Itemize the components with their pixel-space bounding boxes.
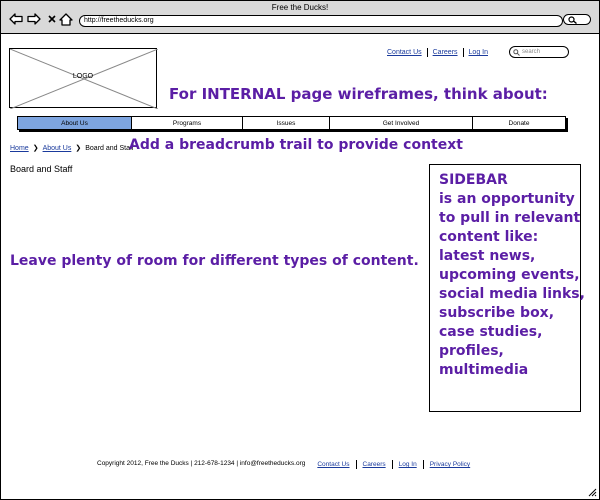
nav-item-issues[interactable]: Issues bbox=[243, 117, 330, 129]
footer-careers-link[interactable]: Careers bbox=[357, 460, 393, 469]
log-in-link[interactable]: Log In bbox=[468, 49, 488, 56]
contact-us-link[interactable]: Contact Us bbox=[387, 48, 428, 57]
nav-item-get-involved[interactable]: Get Involved bbox=[330, 117, 473, 129]
sidebar-line: profiles, bbox=[439, 343, 504, 359]
chevron-right-icon: ❯ bbox=[75, 145, 82, 152]
sidebar-line: subscribe box, bbox=[439, 305, 555, 321]
nav-item-about-us[interactable]: About Us bbox=[18, 117, 132, 129]
careers-link[interactable]: Careers bbox=[428, 48, 464, 57]
footer-privacy-policy-link[interactable]: Privacy Policy bbox=[429, 461, 471, 468]
sidebar-line: multimedia bbox=[439, 362, 529, 378]
annotation-internal-wireframes: For INTERNAL page wireframes, think about: bbox=[169, 85, 548, 103]
browser-titlebar bbox=[1, 1, 599, 34]
close-x-icon[interactable] bbox=[45, 12, 59, 26]
breadcrumb bbox=[10, 144, 134, 152]
browser-search-button[interactable] bbox=[563, 14, 591, 25]
breadcrumb-about-us-link[interactable]: About Us bbox=[42, 144, 72, 152]
main-navigation bbox=[17, 116, 566, 130]
sidebar-heading: SIDEBAR bbox=[439, 172, 508, 188]
resize-grip-icon[interactable] bbox=[587, 487, 597, 497]
search-placeholder: search bbox=[522, 49, 541, 55]
url-bar[interactable]: http://freetheducks.org bbox=[79, 15, 563, 27]
page-content bbox=[1, 34, 599, 499]
footer-log-in-link[interactable]: Log In bbox=[393, 460, 424, 469]
sidebar-line: latest news, bbox=[439, 248, 536, 264]
sidebar-line: content like: bbox=[439, 229, 539, 245]
logo-label: LOGO bbox=[72, 73, 94, 80]
footer-contact-us-link[interactable]: Contact Us bbox=[311, 460, 356, 469]
site-search-input[interactable] bbox=[509, 46, 569, 58]
sidebar-line: upcoming events, bbox=[439, 267, 580, 283]
chevron-right-icon: ❯ bbox=[32, 145, 39, 152]
annotation-content-area: Leave plenty of room for different types of content. bbox=[10, 253, 419, 269]
search-icon bbox=[513, 49, 520, 56]
back-arrow-icon[interactable] bbox=[9, 12, 23, 26]
home-icon[interactable] bbox=[59, 12, 73, 26]
sidebar-box bbox=[429, 164, 585, 412]
breadcrumb-current: Board and Staff bbox=[85, 144, 134, 152]
copyright-text: Copyright 2012, Free the Ducks | 212-678-1234 | info@freetheducks.org bbox=[97, 460, 306, 467]
page-footer bbox=[97, 460, 476, 469]
logo-placeholder[interactable] bbox=[9, 48, 157, 108]
nav-item-programs[interactable]: Programs bbox=[132, 117, 243, 129]
search-icon bbox=[568, 16, 578, 24]
nav-item-donate[interactable]: Donate bbox=[508, 119, 530, 127]
window-title: Free the Ducks! bbox=[271, 3, 329, 12]
annotation-breadcrumb: Add a breadcrumb trail to provide context bbox=[129, 137, 463, 153]
sidebar-line: case studies, bbox=[439, 324, 543, 340]
sidebar-line: is an opportunity bbox=[439, 191, 575, 207]
breadcrumb-home-link[interactable]: Home bbox=[10, 144, 29, 152]
forward-arrow-icon[interactable] bbox=[27, 12, 41, 26]
utility-links bbox=[387, 48, 493, 57]
sidebar-line: to pull in relevant bbox=[439, 210, 581, 226]
page-title: Board and Staff bbox=[10, 164, 73, 174]
footer-links bbox=[311, 460, 476, 469]
sidebar-line: social media links, bbox=[439, 286, 585, 302]
